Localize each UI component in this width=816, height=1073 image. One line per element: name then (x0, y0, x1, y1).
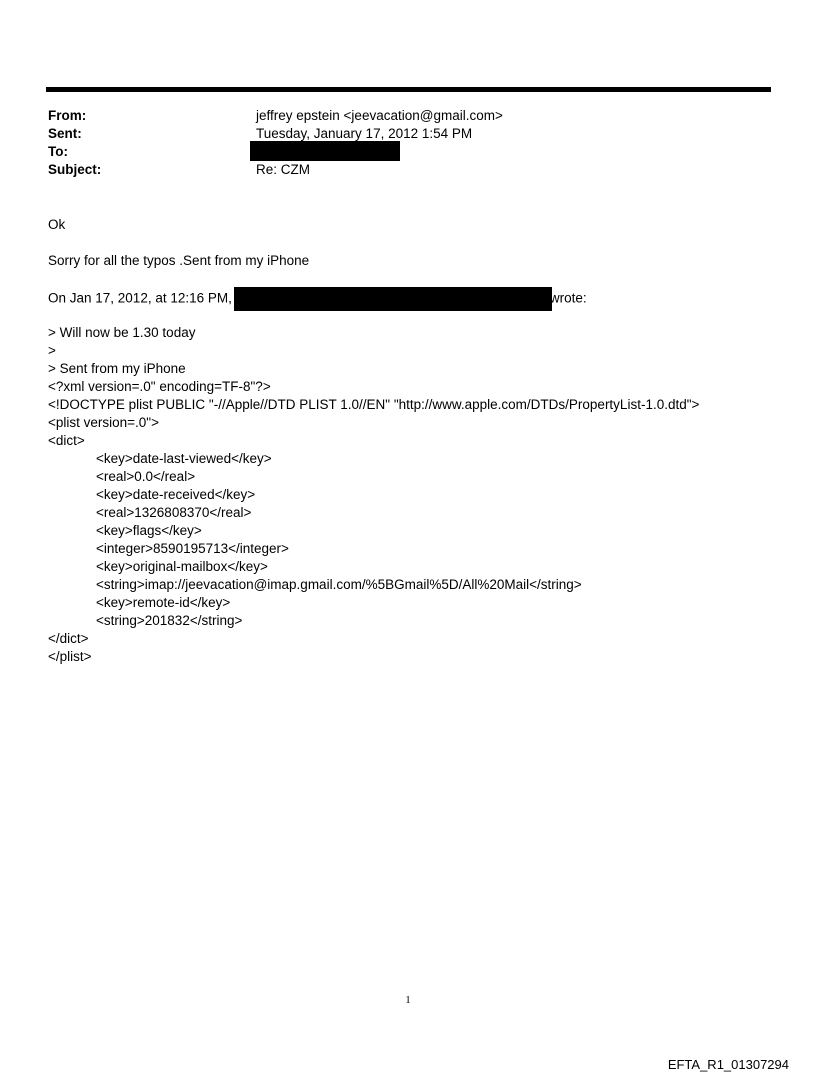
xml-line: <key>remote-id</key> (96, 595, 231, 610)
xml-line: <real>0.0</real> (96, 469, 196, 484)
xml-line: <string>imap://jeevacation@imap.gmail.com/%5BGmail%5D/All%20Mail</string> (96, 577, 582, 592)
quoted-line: > (48, 343, 56, 358)
xml-line: <integer>8590195713</integer> (96, 541, 289, 556)
xml-line: <plist version=.0"> (48, 415, 159, 430)
xml-line: <key>date-received</key> (96, 487, 256, 502)
xml-line: </plist> (48, 649, 92, 664)
subject-label: Subject: (48, 162, 102, 177)
page-number: 1 (405, 994, 411, 1006)
from-label: From: (48, 108, 87, 123)
from-row (48, 107, 748, 125)
subject-row (48, 161, 748, 179)
xml-line: <dict> (48, 433, 85, 448)
body-ok: Ok (48, 217, 66, 232)
sent-value: Tuesday, January 17, 2012 1:54 PM (256, 126, 473, 141)
xml-line: <key>original-mailbox</key> (96, 559, 268, 574)
quote-intro (48, 287, 587, 311)
to-row (48, 143, 748, 161)
body-typos: Sorry for all the typos .Sent from my iPhone (48, 253, 310, 268)
from-value: jeffrey epstein <jeevacation@gmail.com> (256, 108, 503, 123)
quoted-line: > Sent from my iPhone (48, 361, 186, 376)
email-header (48, 107, 748, 179)
quoted-line: > Will now be 1.30 today (48, 325, 196, 340)
xml-line: </dict> (48, 631, 89, 646)
to-redaction (250, 141, 400, 161)
xml-line: <string>201832</string> (96, 613, 243, 628)
sent-row (48, 125, 748, 143)
xml-line: <?xml version=.0" encoding=TF-8"?> (48, 379, 271, 394)
xml-line: <!DOCTYPE plist PUBLIC "-//Apple//DTD PLIST 1.0//EN" "http://www.apple.com/DTDs/PropertyList-1.0.dtd"> (48, 397, 700, 412)
xml-line: <real>1326808370</real> (96, 505, 252, 520)
sent-label: Sent: (48, 126, 82, 141)
quote-intro-prefix: On Jan 17, 2012, at 12:16 PM, (48, 290, 232, 306)
header-rule (46, 87, 771, 92)
quoted-message (48, 324, 699, 666)
xml-line: <key>date-last-viewed</key> (96, 451, 272, 466)
sender-redaction (234, 287, 552, 311)
xml-line: <key>flags</key> (96, 523, 202, 538)
quote-intro-suffix: wrote: (549, 290, 587, 306)
to-label: To: (48, 144, 68, 159)
subject-value: Re: CZM (256, 162, 310, 177)
bates-number: EFTA_R1_01307294 (667, 1057, 789, 1072)
